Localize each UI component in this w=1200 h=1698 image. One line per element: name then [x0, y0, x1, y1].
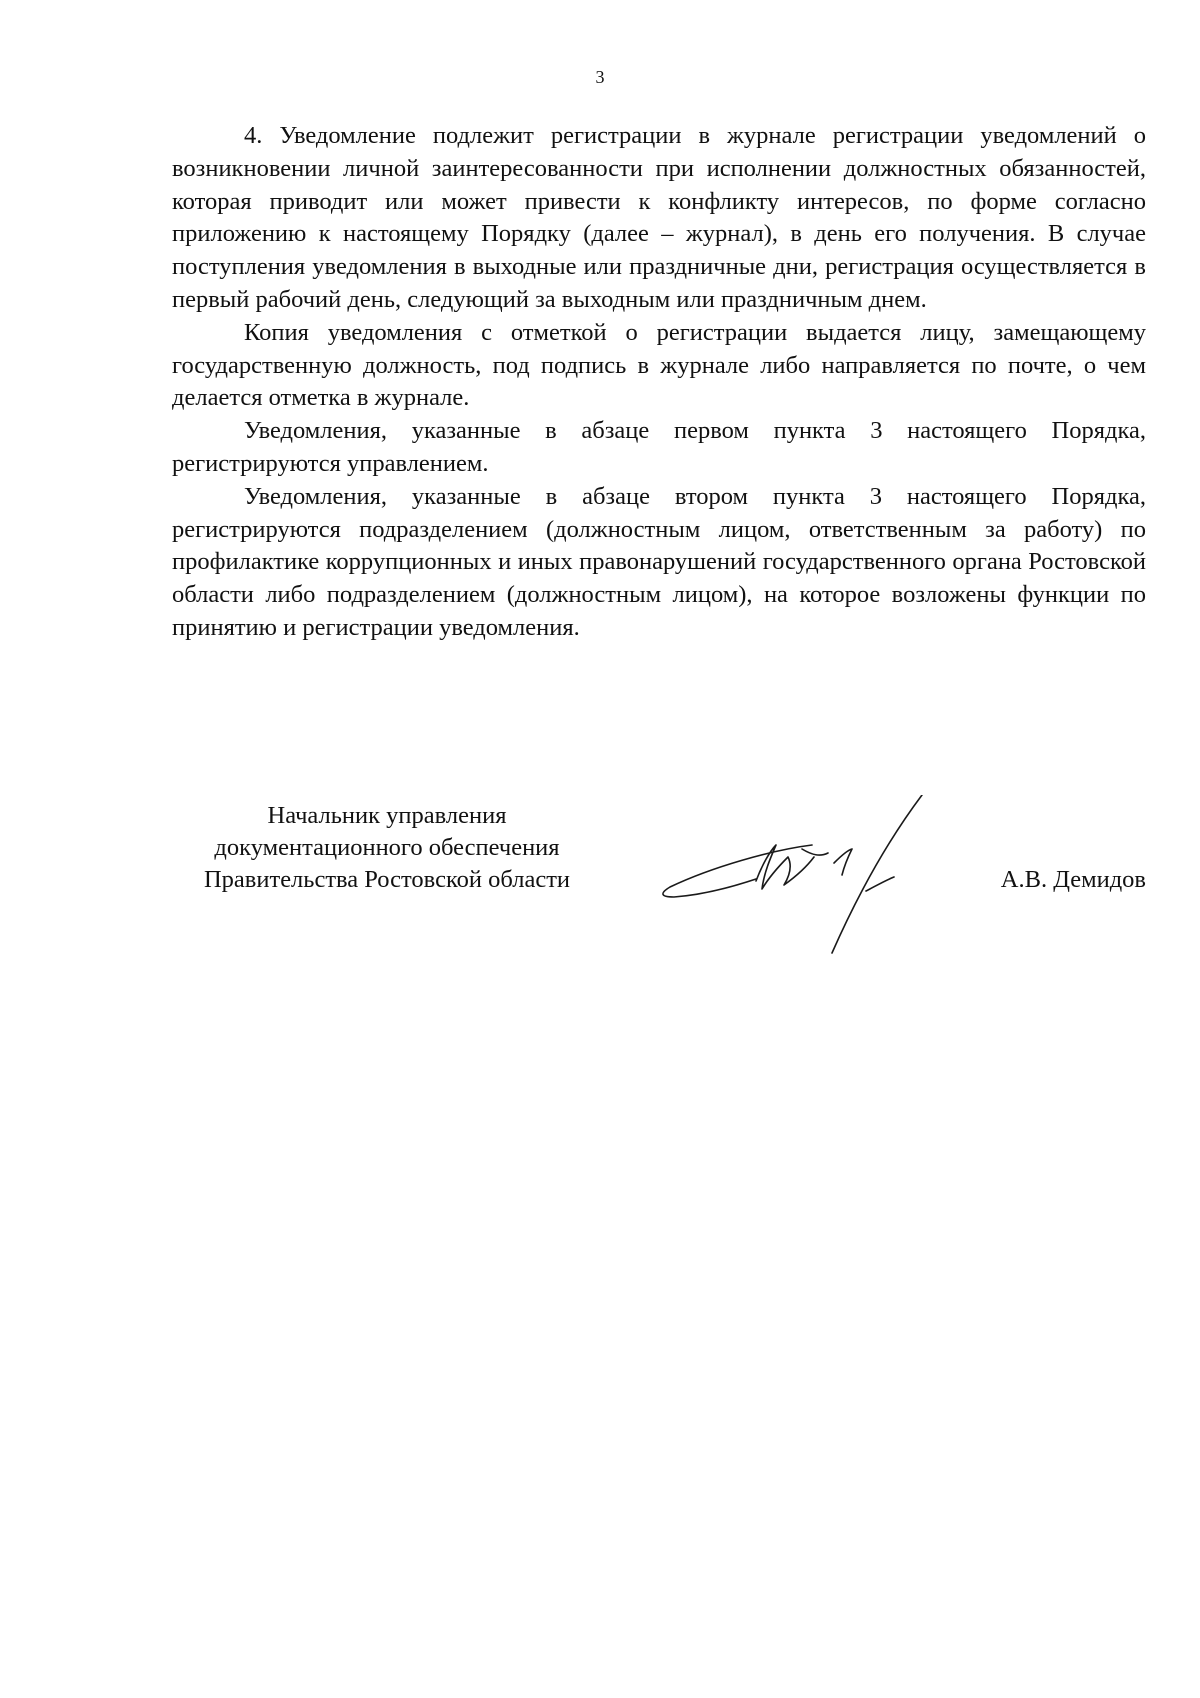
position-line: Начальник управления — [267, 802, 507, 829]
paragraph-registration: 4. Уведомление подлежит регистрации в журнале регистрации уведомлений о возникновении личной заинтересованности при исполнении должностных обязанностей, которая приводит или может привести к конфликту интересов, по форме согласно приложению к настоящему Порядку (далее – журнал), в день его получения. В случае поступления уведомления в выходные или праздничные дни, регистрация осуществляется в первый рабочий день, следующий за выходным или праздничным днем. — [172, 122, 1146, 313]
position-line: документационного обеспечения — [214, 834, 560, 861]
paragraph-first-clause: Уведомления, указанные в абзаце первом пункта 3 настоящего Порядка, регистрируются управлением. — [172, 417, 1146, 477]
signer-position — [172, 800, 602, 896]
page-number: 3 — [595, 67, 605, 87]
paragraph-copy: Копия уведомления с отметкой о регистрации выдается лицу, замещающему государственную должность, под подпись в журнале либо направляется по почте, о чем делается отметка в журнале. — [172, 318, 1146, 412]
position-line: Правительства Ростовской области — [203, 866, 571, 893]
signer-name: А.В. Демидов — [1000, 866, 1146, 893]
signature-block — [172, 800, 1146, 960]
document-body — [172, 120, 1146, 645]
paragraph-second-clause: Уведомления, указанные в абзаце втором пункта 3 настоящего Порядка, регистрируются подразделением (должностным лицом, ответственным за работу) по профилактике коррупционных и иных правонарушений государственного органа Ростовской области либо подразделением (должностным лицом), на которое возложены функции по принятию и регистрации уведомления. — [172, 482, 1146, 641]
handwritten-signature — [652, 795, 932, 965]
